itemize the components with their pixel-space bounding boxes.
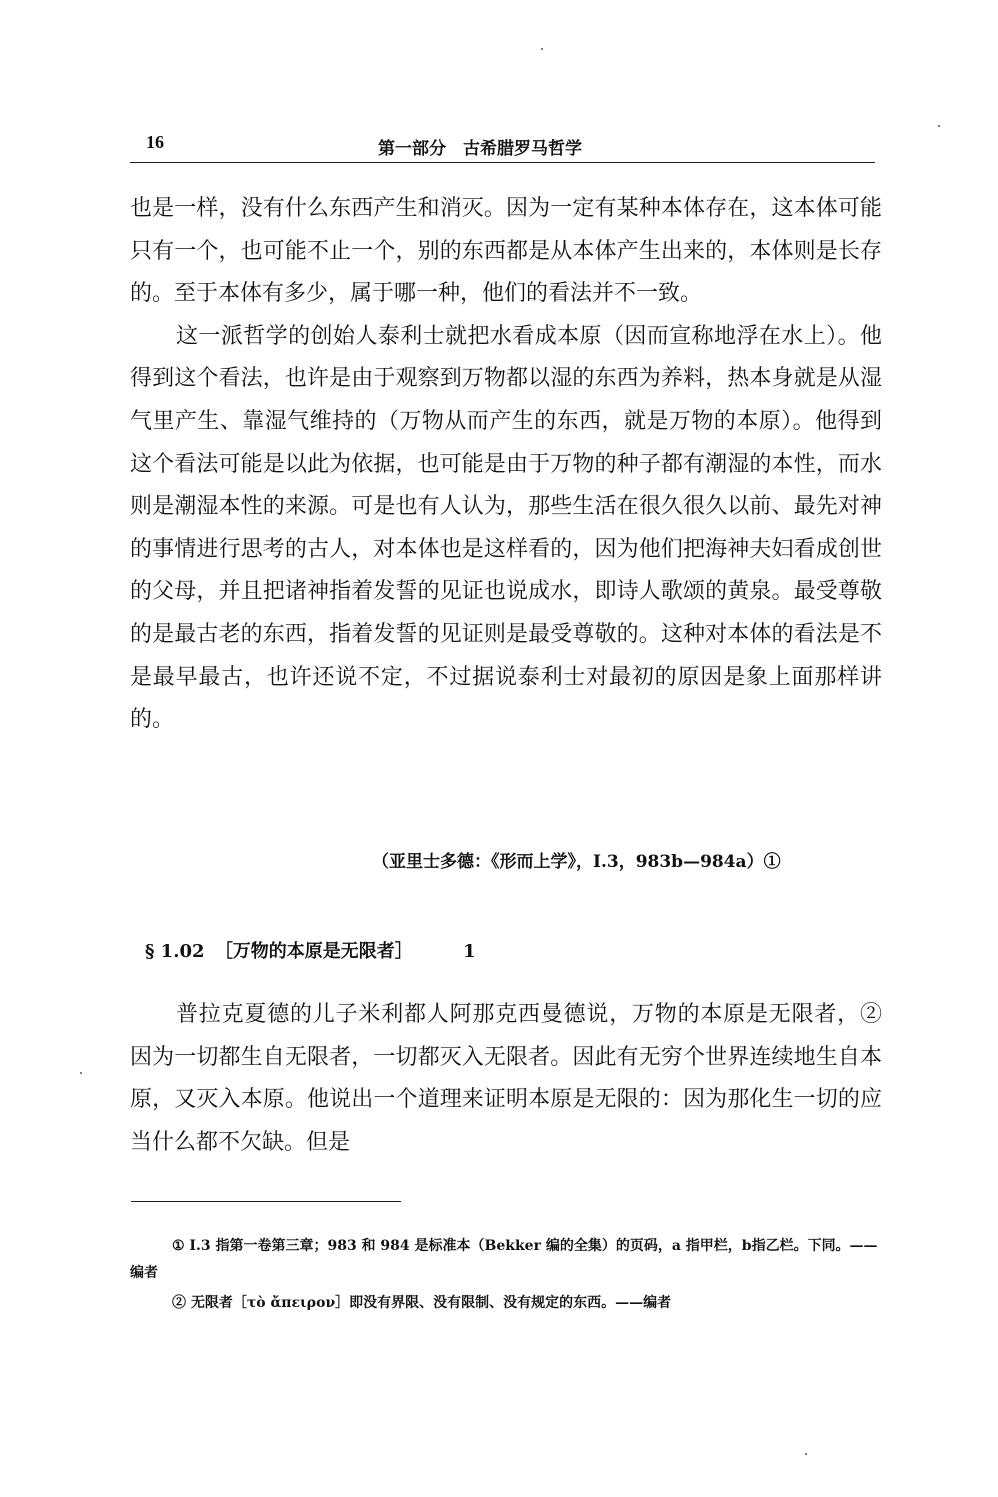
scan-speck (80, 1072, 82, 1074)
scan-speck (938, 125, 940, 127)
paragraph-2: 这一派哲学的创始人泰利士就把水看成本原（因而宣称地浮在水上）。他得到这个看法，也许是由于观察到万物都以湿的东西为养料，热本身就是从湿气里产生、靠湿气维持的（万物从而产生的东西，就是万物的本原）。他得到这个看法可能是以此为依据，也可能是由于万物的种子都有潮湿的本性，而水则是潮湿本性的来源。可是也有人认为，那些生活在很久很久以前、最先对神的事情进行思考的古人，对本体也是这样看的，因为他们把海神夫妇看成创世的父母，并且把诸神指着发誓的见证也说成水，即诗人歌颂的黄泉。最受尊敬的是最古老的东西，指着发誓的见证则是最受尊敬的。这种对本体的看法是不是最早最古，也许还说不定，不过据说泰利士对最初的原因是象上面那样讲的。 (130, 323, 882, 733)
scan-speck (805, 1453, 807, 1455)
section-count: 1 (463, 941, 476, 962)
section-paragraph: 普拉克夏德的儿子米利都人阿那克西曼德说，万物的本原是无限者，② 因为一切都生自无限者，一切都灭入无限者。因此有无穷个世界连续地生自本原，又灭入本原。他说出一个道理来证明本原是无限的：因为那化生一切的应当什么都不欠缺。但是 (130, 1002, 882, 1155)
footnote-2: ② 无限者［τὸ ἄπειρον］即没有界限、没有限制、没有规定的东西。——编者 (172, 1295, 672, 1311)
section-title: ［万物的本原是无限者］ (214, 941, 413, 962)
running-title: 第一部分 古希腊罗马哲学 (378, 139, 582, 159)
paragraph-1: 也是一样，没有什么东西产生和消灭。因为一定有某种本体存在，这本体可能只有一个，也可能不止一个，别的东西都是从本体产生出来的，本体则是长存的。至于本体有多少，属于哪一种，他们的看法并不一致。 (130, 196, 882, 307)
main-text-block (130, 188, 882, 742)
scan-speck (541, 48, 543, 50)
footnote-divider (131, 1201, 401, 1202)
page-header (130, 132, 875, 163)
section-heading (145, 937, 476, 963)
footnote-1: ① Ⅰ.3 指第一卷第三章；983 和 984 是标准本（Bekker 编的全集）的页码，a 指甲栏，b指乙栏。下同。——编者 (130, 1238, 878, 1281)
section-number: § 1.02 (145, 941, 205, 962)
quote-source: （亚里士多德：《形而上学》，Ⅰ.3，983b—984a）① (372, 852, 781, 872)
page-number: 16 (146, 132, 164, 152)
section-text-block (130, 994, 882, 1164)
